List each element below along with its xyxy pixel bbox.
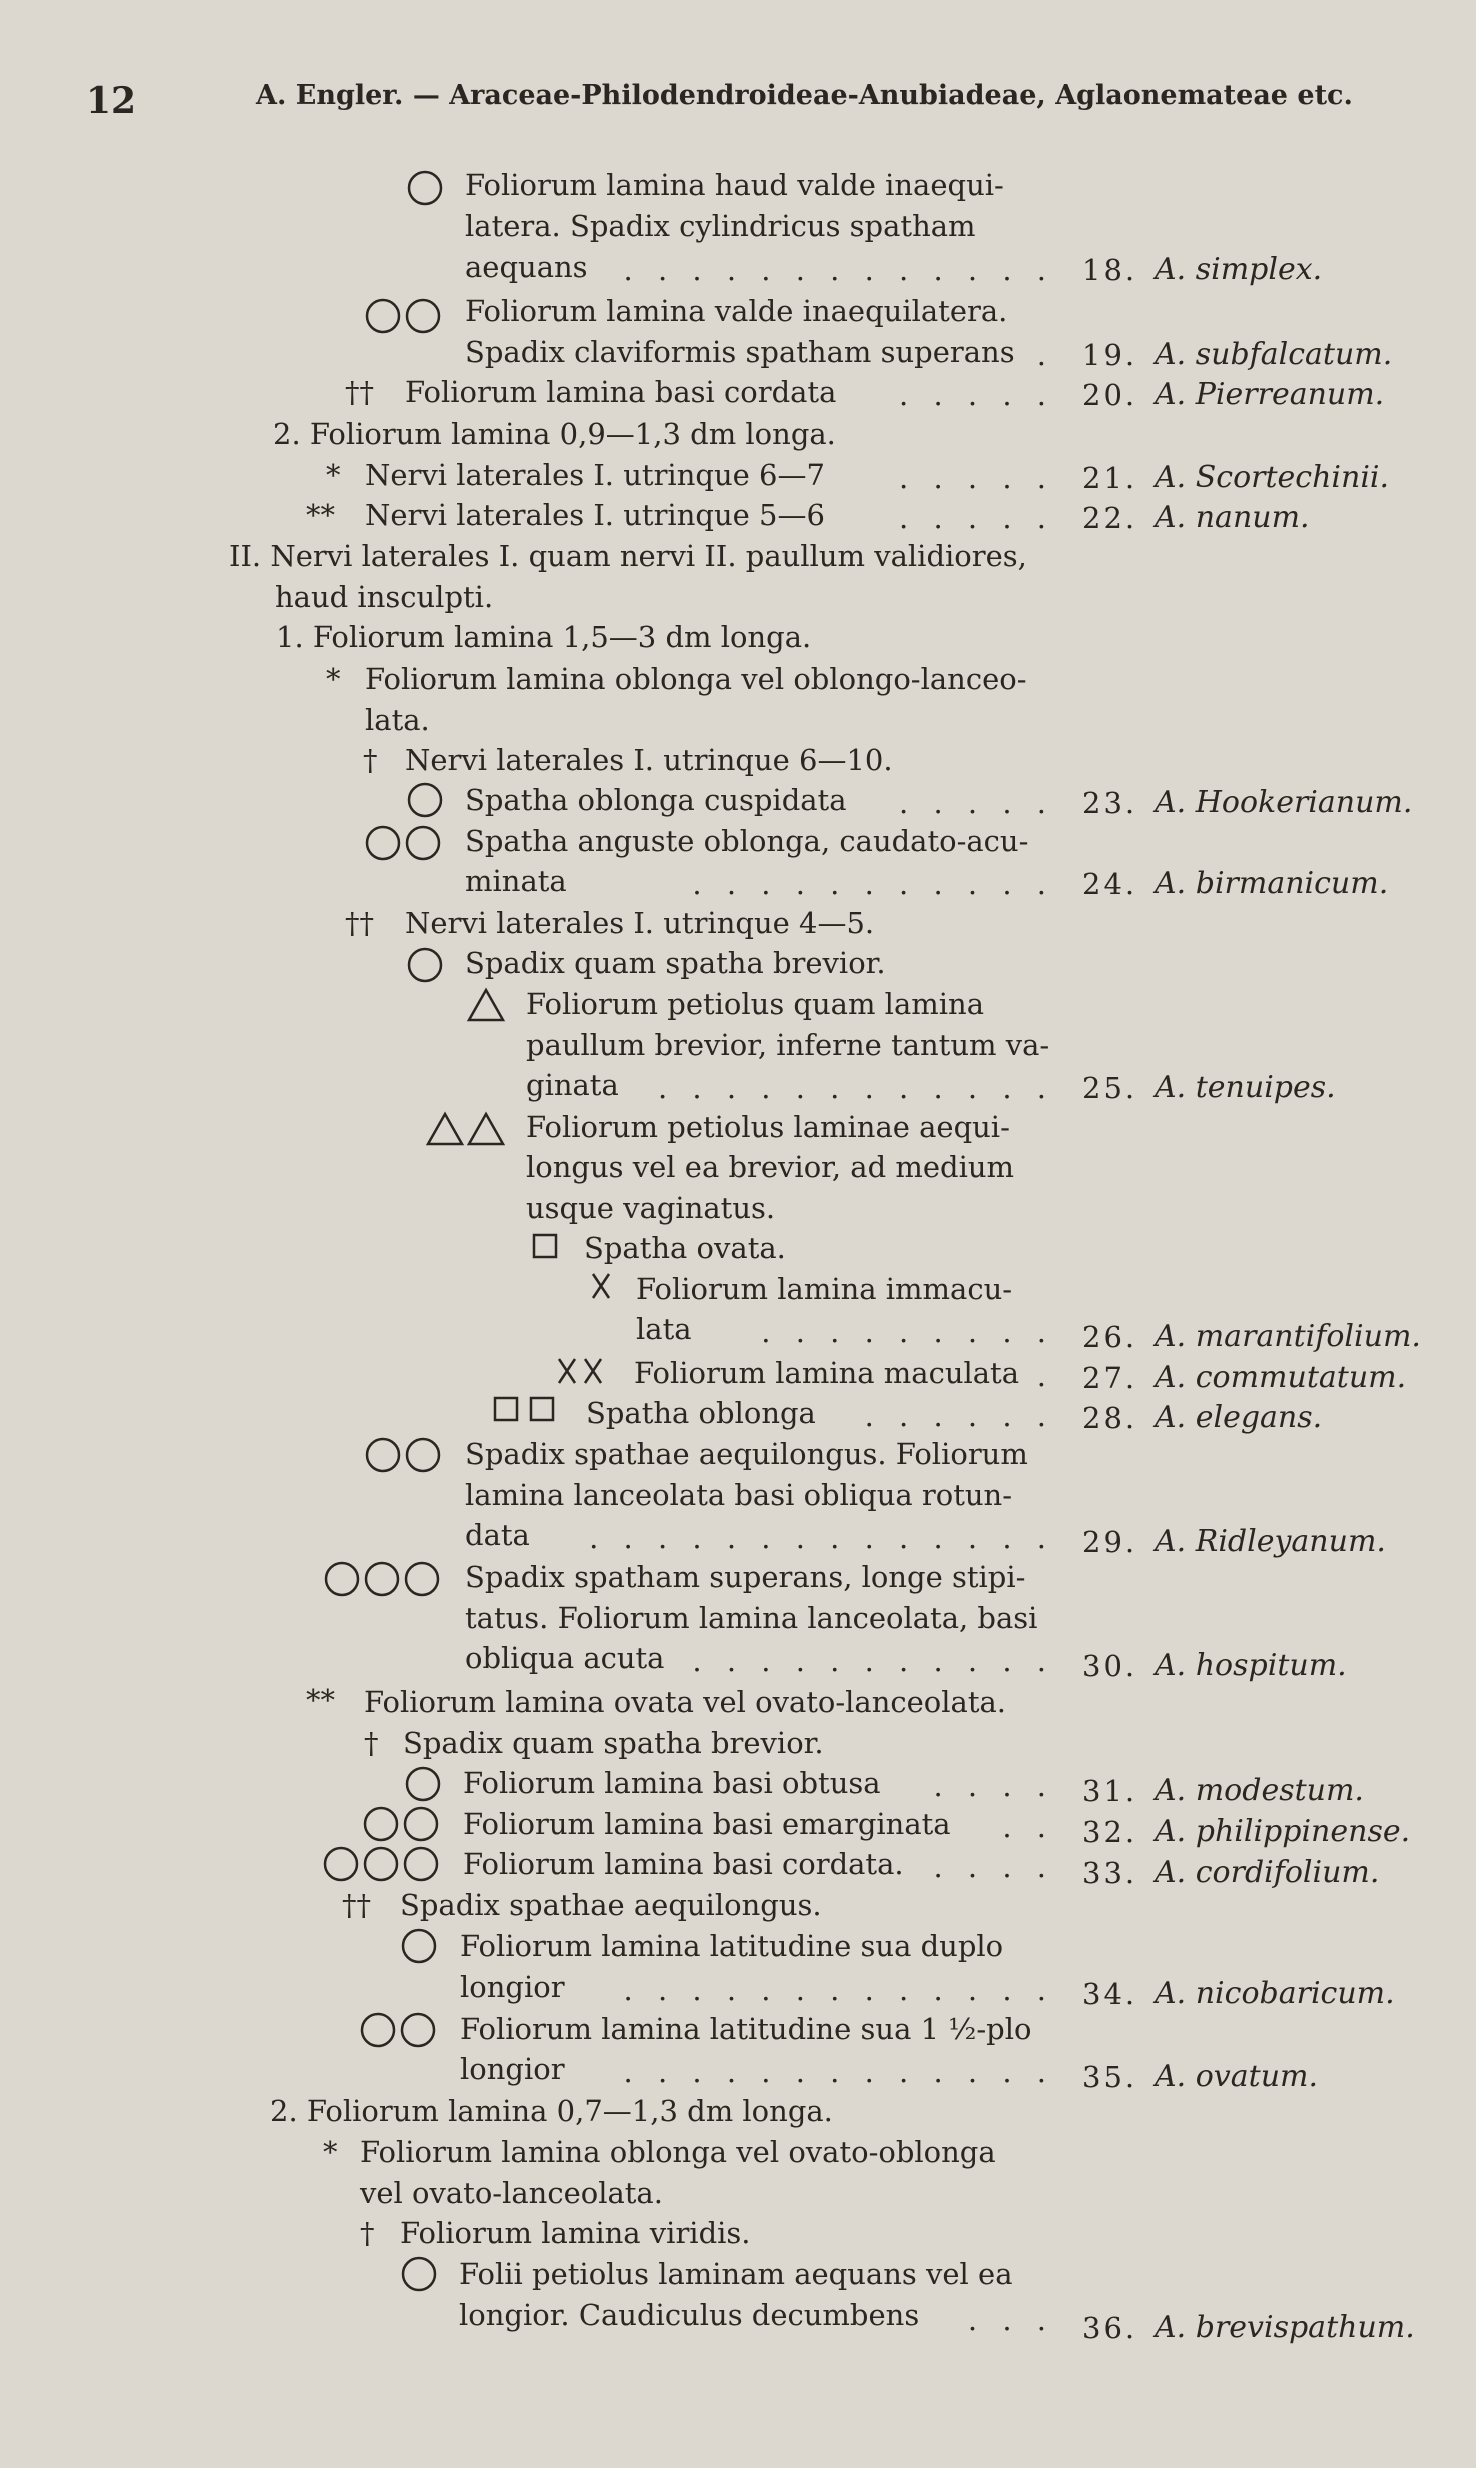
dot-leader: . . . . . . . . . . . . . . — [589, 1521, 1054, 1555]
key-line: longior — [460, 1970, 565, 2004]
key-line: Spadix quam spatha brevior. — [465, 946, 886, 980]
double-triangle-icon — [425, 1111, 507, 1147]
dot-leader: . . . . . . . . . . . . . — [623, 1973, 1054, 2007]
key-line: Foliorum lamina viridis. — [400, 2216, 751, 2250]
dot-leader: . . — [1002, 1810, 1054, 1844]
dot-leader: . . . . . — [899, 378, 1054, 412]
species-number: 18. — [1082, 253, 1138, 287]
key-line: lata — [636, 1312, 692, 1346]
species-name: A. elegans. — [1155, 1400, 1323, 1435]
key-line: Nervi laterales I. utrinque 6—7 — [365, 458, 825, 492]
page-number: 12 — [86, 80, 137, 122]
double-circle-icon — [364, 297, 446, 335]
key-line: Spadix claviformis spatham superans — [465, 335, 1015, 369]
species-number: 32. — [1082, 1815, 1138, 1849]
dot-leader: . . . . . — [899, 461, 1054, 495]
species-number: 33. — [1082, 1856, 1138, 1890]
double-circle-icon — [362, 1805, 444, 1843]
key-line: Spadix quam spatha brevior. — [403, 1726, 824, 1760]
key-line: Foliorum lamina basi emarginata — [463, 1807, 951, 1841]
species-number: 31. — [1082, 1774, 1138, 1808]
species-number: 20. — [1082, 378, 1138, 412]
dot-leader: . . . . . . . . . . . — [692, 867, 1054, 901]
dagger-marker: † — [360, 2216, 375, 2250]
key-line: Spatha oblonga cuspidata — [465, 783, 847, 817]
key-line: longior. Caudiculus decumbens — [459, 2298, 920, 2332]
key-line: 2. Foliorum lamina 0,7—1,3 dm longa. — [270, 2094, 833, 2128]
dot-leader: . . . . . . . . . . . . — [657, 1071, 1054, 1105]
key-line: vel ovato-lanceolata. — [360, 2176, 663, 2210]
species-name: A. brevispathum. — [1155, 2310, 1415, 2345]
dot-leader: . — [1036, 338, 1054, 372]
dot-leader: . . . . . — [899, 786, 1054, 820]
star-marker: * — [326, 662, 341, 696]
species-number: 23. — [1082, 786, 1138, 820]
star-marker: * — [326, 458, 341, 492]
key-line: usque vaginatus. — [526, 1191, 776, 1225]
circle-icon — [406, 781, 444, 819]
key-line: 2. Foliorum lamina 0,9—1,3 dm longa. — [273, 417, 836, 451]
dot-leader: . . . . . . — [864, 1399, 1054, 1433]
key-line: Foliorum lamina haud valde inaequi- — [465, 168, 1004, 202]
species-name: A. hospitum. — [1155, 1648, 1347, 1683]
species-number: 28. — [1082, 1401, 1138, 1435]
triangle-icon — [466, 987, 506, 1023]
triple-circle-icon — [322, 1845, 444, 1883]
circle-icon — [406, 169, 444, 207]
species-number: 22. — [1082, 501, 1138, 535]
dot-leader: . — [1036, 1359, 1054, 1393]
key-line: paullum brevior, inferne tantum va- — [526, 1028, 1050, 1062]
key-line: obliqua acuta — [465, 1641, 665, 1675]
key-line: Foliorum lamina latitudine sua duplo — [460, 1929, 1004, 1963]
circle-icon — [406, 946, 444, 984]
dot-leader: . . . . — [933, 1769, 1054, 1803]
key-line: Foliorum lamina basi cordata. — [463, 1847, 904, 1881]
key-line: longus vel ea brevior, ad medium — [526, 1150, 1015, 1184]
species-name: A. commutatum. — [1155, 1360, 1407, 1395]
species-name: A. Pierreanum. — [1155, 377, 1385, 412]
species-number: 35. — [1082, 2060, 1138, 2094]
key-line: Nervi laterales I. utrinque 4—5. — [405, 906, 875, 940]
key-line: lata. — [365, 703, 430, 737]
star-marker: * — [323, 2135, 338, 2169]
dagger-marker: † — [364, 1726, 379, 1760]
circle-icon — [400, 2255, 438, 2293]
dot-leader: . . . — [967, 2303, 1054, 2337]
double-circle-icon — [364, 824, 446, 862]
key-line: latera. Spadix cylindricus spatham — [465, 209, 976, 243]
key-line: ginata — [526, 1068, 619, 1102]
circle-icon — [400, 1927, 438, 1965]
double-circle-icon — [364, 1436, 446, 1474]
key-line: aequans — [465, 250, 588, 284]
key-line: Foliorum lamina valde inaequilatera. — [465, 294, 1008, 328]
dot-leader: . . . . . . . . . . . . . — [623, 253, 1054, 287]
key-line: Spadix spathae aequilongus. Foliorum — [465, 1437, 1028, 1471]
key-line: Nervi laterales I. utrinque 5—6 — [365, 498, 825, 532]
species-name: A. Hookerianum. — [1155, 785, 1413, 820]
triple-circle-icon — [323, 1560, 445, 1598]
key-line: lamina lanceolata basi obliqua rotun- — [465, 1478, 1013, 1512]
key-line: 1. Foliorum lamina 1,5—3 dm longa. — [276, 620, 812, 654]
species-number: 25. — [1082, 1071, 1138, 1105]
key-line: Spatha oblonga — [586, 1396, 816, 1430]
species-name: A. philippinense. — [1155, 1814, 1411, 1849]
species-number: 19. — [1082, 338, 1138, 372]
species-number: 29. — [1082, 1525, 1138, 1559]
key-line: Foliorum petiolus quam lamina — [526, 987, 984, 1021]
key-line: Foliorum lamina basi cordata — [405, 375, 837, 409]
key-line: II. Nervi laterales I. quam nervi II. paullum validiores, — [229, 539, 1027, 573]
running-header: A. Engler. — Araceae-Philodendroideae-Anubiadeae, Aglaonemateae etc. — [256, 80, 1353, 111]
dot-leader: . . . . . . . . . . . — [692, 1644, 1054, 1678]
dot-leader: . . . . . . . . . . . . . — [623, 2055, 1054, 2089]
species-number: 36. — [1082, 2311, 1138, 2345]
key-line: data — [465, 1518, 530, 1552]
species-name: A. tenuipes. — [1155, 1070, 1336, 1105]
cross-icon — [590, 1271, 612, 1301]
double-circle-icon — [359, 2011, 441, 2049]
species-name: A. subfalcatum. — [1155, 337, 1393, 372]
key-line: Foliorum lamina latitudine sua 1 ½-plo — [460, 2012, 1032, 2046]
key-line: minata — [465, 864, 567, 898]
key-line: Spadix spathae aequilongus. — [400, 1888, 822, 1922]
dot-leader: . . . . . . . . . — [761, 1315, 1054, 1349]
key-line: Spatha anguste oblonga, caudato-acu- — [465, 824, 1029, 858]
dagger-marker: † — [363, 743, 378, 777]
key-line: Foliorum lamina basi obtusa — [463, 1766, 881, 1800]
species-name: A. Scortechinii. — [1155, 460, 1390, 495]
key-line: Foliorum lamina ovata vel ovato-lanceolata. — [364, 1685, 1006, 1719]
species-number: 30. — [1082, 1649, 1138, 1683]
dot-leader: . . . . — [933, 1850, 1054, 1884]
key-line: Foliorum lamina oblonga vel ovato-oblonga — [360, 2135, 996, 2169]
species-number: 34. — [1082, 1977, 1138, 2011]
species-number: 24. — [1082, 867, 1138, 901]
square-icon — [532, 1233, 558, 1259]
species-name: A. simplex. — [1155, 252, 1323, 287]
key-line: Foliorum lamina immacu- — [636, 1272, 1013, 1306]
key-line: Foliorum lamina oblonga vel oblongo-lanceo- — [365, 662, 1027, 696]
key-line: Spatha ovata. — [584, 1231, 786, 1265]
species-name: A. cordifolium. — [1155, 1855, 1380, 1890]
species-number: 26. — [1082, 1320, 1138, 1354]
dot-leader: . . . . . — [899, 501, 1054, 535]
key-line: Nervi laterales I. utrinque 6—10. — [405, 743, 893, 777]
double-cross-icon — [556, 1356, 606, 1386]
double-dagger-marker: †† — [342, 1888, 371, 1922]
double-star-marker: ** — [306, 1683, 335, 1717]
double-star-marker: ** — [306, 498, 335, 532]
key-line: Foliorum lamina maculata — [634, 1356, 1020, 1390]
species-name: A. nanum. — [1155, 500, 1310, 535]
species-name: A. modestum. — [1155, 1773, 1364, 1808]
species-name: A. ovatum. — [1155, 2059, 1318, 2094]
key-line: longior — [460, 2052, 565, 2086]
species-number: 21. — [1082, 461, 1138, 495]
species-name: A. nicobaricum. — [1155, 1976, 1395, 2011]
key-line: tatus. Foliorum lamina lanceolata, basi — [465, 1601, 1038, 1635]
circle-icon — [404, 1765, 442, 1803]
double-square-icon — [493, 1396, 557, 1422]
species-name: A. Ridleyanum. — [1155, 1524, 1386, 1559]
double-dagger-marker: †† — [345, 906, 374, 940]
double-dagger-marker: †† — [345, 375, 374, 409]
key-line: haud insculpti. — [275, 580, 494, 614]
species-name: A. birmanicum. — [1155, 866, 1389, 901]
key-line: Spadix spatham superans, longe stipi- — [465, 1560, 1026, 1594]
key-line: Folii petiolus laminam aequans vel ea — [459, 2257, 1013, 2291]
key-line: Foliorum petiolus laminae aequi- — [526, 1110, 1010, 1144]
species-number: 27. — [1082, 1361, 1138, 1395]
species-name: A. marantifolium. — [1155, 1319, 1421, 1354]
